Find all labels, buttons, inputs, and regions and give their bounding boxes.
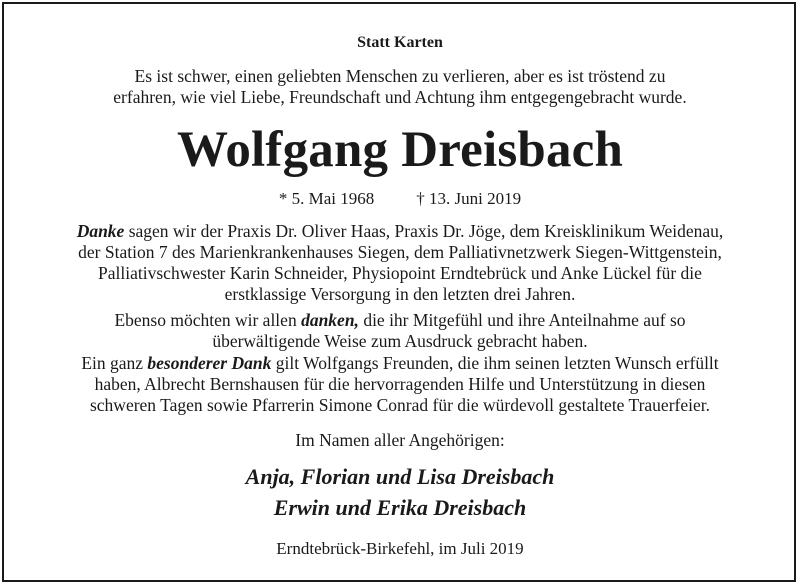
thanks-emphasis: danken,	[301, 310, 359, 330]
birth-date: * 5. Mai 1968	[278, 189, 375, 208]
thanks-line: erstklassige Versorgung in den letzten drei Jahren.	[224, 284, 576, 304]
thanks-emphasis: Danke	[76, 221, 125, 241]
thanks-line	[0, 310, 800, 331]
thanks-text: Ein ganz	[81, 353, 148, 373]
closing-line: Im Namen aller Angehörigen:	[295, 430, 505, 450]
thanks-line	[0, 221, 800, 242]
place-and-date: Erndtebrück-Birkefehl, im Juli 2019	[276, 539, 524, 558]
thanks-line: haben, Albrecht Bernshausen für die hervorragenden Hilfe und Unterstützung in diesen	[94, 374, 706, 394]
family-line: Erwin und Erika Dreisbach	[273, 495, 527, 520]
thanks-line: Palliativschwester Karin Schneider, Physiopoint Erndtebrück und Anke Lückel für die	[98, 263, 702, 283]
thanks-line: der Station 7 des Marienkrankenhauses Siegen, dem Palliativnetzwerk Siegen-Wittgenstein,	[78, 242, 722, 262]
thanks-text: gilt Wolfgangs Freunden, die ihm seinen letzten Wunsch erfüllt	[271, 353, 719, 373]
deceased-name: Wolfgang Dreisbach	[176, 122, 624, 178]
thanks-line	[0, 353, 800, 374]
family-names	[0, 461, 800, 523]
thanks-paragraph-1	[0, 221, 800, 305]
intro-line: erfahren, wie viel Liebe, Freundschaft und Achtung ihm entgegengebracht wurde.	[113, 87, 687, 107]
family-line: Anja, Florian und Lisa Dreisbach	[245, 464, 555, 489]
thanks-paragraph-3	[0, 353, 800, 416]
thanks-text: Ebenso möchten wir allen	[114, 310, 302, 330]
thanks-emphasis: besonderer Dank	[147, 353, 272, 373]
death-date: † 13. Juni 2019	[416, 189, 522, 208]
intro-text	[0, 66, 800, 108]
life-dates	[0, 188, 800, 209]
thanks-paragraph-2	[0, 310, 800, 352]
notice-heading: Statt Karten	[357, 34, 443, 51]
intro-line: Es ist schwer, einen geliebten Menschen zu verlieren, aber es ist tröstend zu	[134, 66, 666, 86]
thanks-text: die ihr Mitgefühl und ihre Anteilnahme auf so	[358, 310, 686, 330]
thanks-line: schweren Tagen sowie Pfarrerin Simone Conrad für die würdevoll gestaltete Trauerfeier.	[89, 395, 710, 415]
thanks-text: sagen wir der Praxis Dr. Oliver Haas, Praxis Dr. Jöge, dem Kreisklinikum Weidenau,	[124, 221, 724, 241]
thanks-line: überwältigende Weise zum Ausdruck gebracht haben.	[212, 331, 588, 351]
